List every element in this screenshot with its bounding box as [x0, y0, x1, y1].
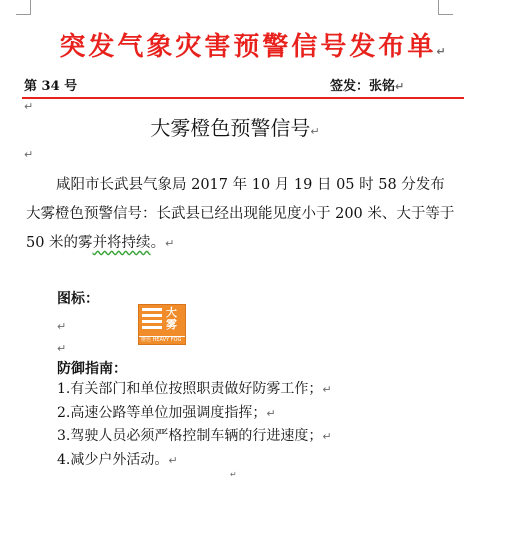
fog-icon-footer-text: 橙色 HEAVY FOG [141, 337, 182, 343]
guideline-item-text: 1.有关部门和单位按照职责做好防雾工作； [57, 381, 323, 397]
guideline-item-text: 2.高速公路等单位加强调度指挥； [57, 404, 267, 421]
signed-by [330, 75, 404, 94]
paragraph-mark: ↵ [395, 80, 405, 93]
warning-body-text: 咸阳市长武县气象局 2017 年 10 月 19 日 05 时 58 分发布大雾橙色预警信号：长武县已经出现能见度小于 200 米、大于等于 50 米的雾 [26, 177, 455, 251]
page-corner-mark-right [438, 0, 453, 15]
issue-number-text: 第 34 号 [24, 79, 78, 94]
guideline-item-text: 4.减少户外活动。 [57, 451, 169, 468]
header-divider-line [22, 97, 464, 99]
paragraph-mark: ↵ [57, 342, 67, 355]
paragraph-mark: ↵ [266, 406, 276, 420]
guideline-item [57, 449, 332, 473]
paragraph-mark: ↵ [57, 320, 67, 333]
icon-label-text: 图标： [57, 291, 99, 307]
guideline-item [57, 425, 332, 449]
guidelines-list [57, 378, 332, 472]
paragraph-mark: ↵ [436, 45, 449, 58]
warning-title-text: 大雾橙色预警信号 [150, 116, 311, 140]
paragraph-mark: ↵ [24, 100, 34, 113]
issue-number [24, 75, 77, 94]
paragraph-mark: ↵ [322, 383, 332, 396]
paragraph-mark: ↵ [322, 430, 332, 443]
paragraph-mark: ↵ [24, 148, 34, 161]
warning-body-paragraph [26, 171, 458, 258]
header-title-text: 突发气象灾害预警信号发布单 [59, 32, 437, 62]
guideline-item-text: 3.驾驶人员必须严格控制车辆的行进速度； [57, 428, 323, 444]
paragraph-mark: ↵ [230, 470, 237, 479]
fog-lines-graphic [142, 308, 162, 332]
grammar-flagged-text: 并将持续 [92, 235, 151, 251]
page-corner-mark-left [16, 0, 31, 15]
paragraph-mark: ↵ [168, 453, 178, 467]
guideline-item [57, 378, 332, 402]
heavy-fog-orange-warning-icon [138, 304, 186, 345]
document-header-title [0, 26, 508, 63]
warning-title [0, 112, 470, 141]
guidelines-title-text: 防御指南： [57, 361, 127, 377]
guidelines-title [57, 358, 127, 378]
fog-icon-big-text: 大雾 [166, 306, 177, 331]
warning-body-end: 。 [150, 235, 166, 251]
paragraph-mark: ↵ [165, 237, 175, 250]
signed-by-text: 签发：张铭 [330, 79, 396, 94]
guideline-item [57, 402, 332, 426]
icon-label [57, 288, 99, 308]
paragraph-mark: ↵ [310, 125, 320, 138]
